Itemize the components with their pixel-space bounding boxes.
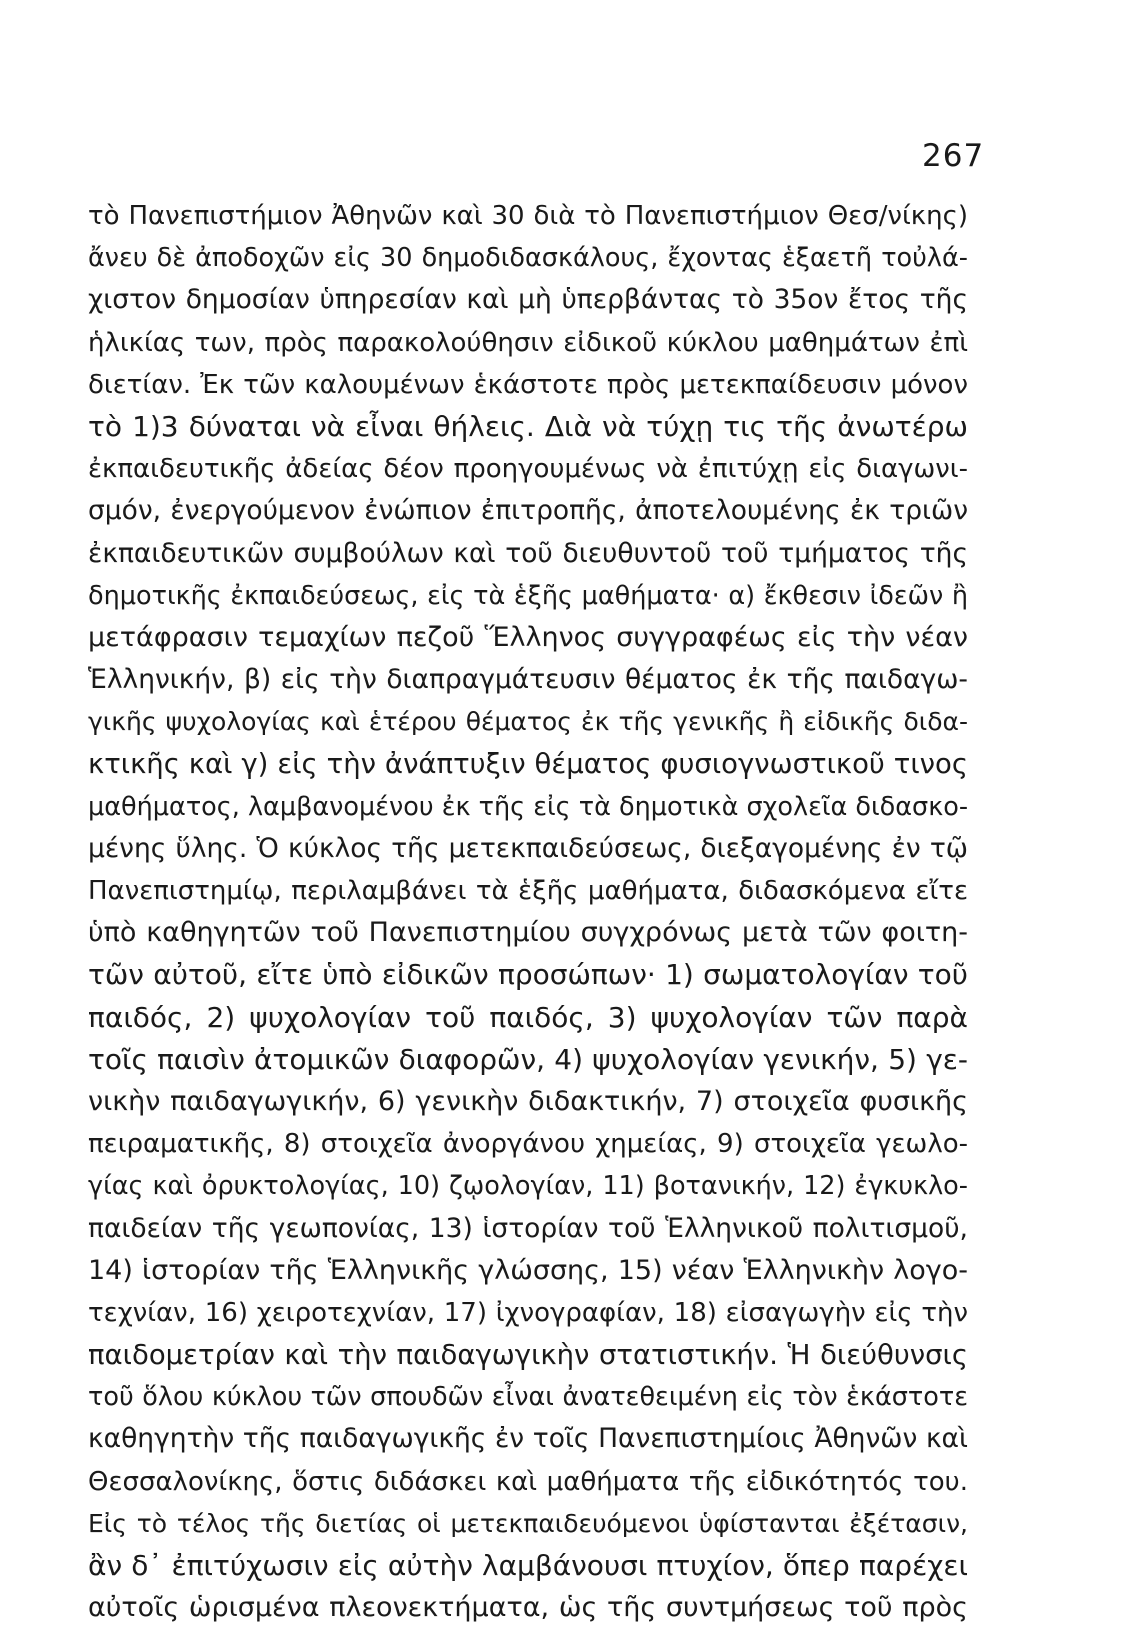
text-line: τεχνίαν, 16) χειροτεχνίαν, 17) ἰχνογραφίαν, 18) εἰσαγωγὴν εἰς τὴν	[88, 1297, 968, 1328]
text-line: ἐκπαιδευτικῆς ἀδείας δέον προηγουμένως νὰ ἐπιτύχῃ εἰς διαγωνι-	[88, 454, 968, 485]
text-line: Θεσσαλονίκης, ὅστις διδάσκει καὶ μαθήματα τῆς εἰδικότητός του.	[88, 1466, 968, 1497]
text-line: μετάφρασιν τεμαχίων πεζοῦ Ἕλληνος συγγραφέως εἰς τὴν νέαν	[88, 621, 968, 653]
text-line: νικὴν παιδαγωγικήν, 6) γενικὴν διδακτικήν, 7) στοιχεῖα φυσικῆς	[88, 1085, 968, 1117]
body-text	[88, 195, 968, 1629]
text-line: μένης ὕλης. Ὁ κύκλος τῆς μετεκπαιδεύσεως, διεξαγομένης ἐν τῷ	[88, 832, 968, 864]
text-line: τὸ Πανεπιστήμιον Ἀθηνῶν καὶ 30 διὰ τὸ Πανεπιστήμιον Θεσ/νίκης)	[88, 201, 968, 231]
text-line: 14) ἱστορίαν τῆς Ἑλληνικῆς γλώσσης, 15) νέαν Ἑλληνικὴν λογο-	[88, 1254, 968, 1286]
text-line: ἄνευ δὲ ἀποδοχῶν εἰς 30 δημοδιδασκάλους, ἔχοντας ἑξαετῆ τοὐλά-	[88, 243, 968, 274]
text-line: πειραματικῆς, 8) στοιχεῖα ἀνοργάνου χημείας, 9) στοιχεῖα γεωλο-	[88, 1129, 968, 1160]
page-number: 267	[922, 138, 985, 174]
text-line: γικῆς ψυχολογίας καὶ ἑτέρου θέματος ἐκ τῆς γενικῆς ἢ εἰδικῆς διδα-	[88, 707, 968, 737]
text-line: αὐτοῖς ὡρισμένα πλεονεκτήματα, ὡς τῆς συντμήσεως τοῦ πρὸς	[88, 1592, 968, 1624]
text-line: παιδομετρίαν καὶ τὴν παιδαγωγικὴν στατιστικήν. Ἡ διεύθυνσις	[88, 1339, 968, 1372]
text-line: διετίαν. Ἐκ τῶν καλουμένων ἑκάστοτε πρὸς μετεκπαίδευσιν μόνον	[88, 369, 968, 400]
text-line: ὑπὸ καθηγητῶν τοῦ Πανεπιστημίου συγχρόνως μετὰ τῶν φοιτη-	[88, 917, 968, 949]
text-line: παιδός, 2) ψυχολογίαν τοῦ παιδός, 3) ψυχολογίαν τῶν παρὰ	[88, 1000, 968, 1034]
text-line: Πανεπιστημίῳ, περιλαμβάνει τὰ ἑξῆς μαθήματα, διδασκόμενα εἴτε	[88, 876, 968, 906]
text-line: καθηγητὴν τῆς παιδαγωγικῆς ἐν τοῖς Πανεπιστημίοις Ἀθηνῶν καὶ	[88, 1423, 968, 1455]
text-line: Εἰς τὸ τέλος τῆς διετίας οἱ μετεκπαιδευόμενοι ὑφίστανται ἐξέτασιν,	[88, 1508, 968, 1538]
text-line: ἡλικίας των, πρὸς παρακολούθησιν εἰδικοῦ κύκλου μαθημάτων ἐπὶ	[88, 327, 968, 358]
text-line: ἂν δ᾿ ἐπιτύχωσιν εἰς αὐτὴν λαμβάνουσι πτυχίον, ὅπερ παρέχει	[88, 1549, 968, 1582]
text-line: τὸ 1)3 δύναται νὰ εἶναι θήλεις. Διὰ νὰ τύχῃ τις τῆς ἀνωτέρω	[88, 409, 968, 443]
text-line: δημοτικῆς ἐκπαιδεύσεως, εἰς τὰ ἑξῆς μαθήματα· α) ἔκθεσιν ἰδεῶν ἢ	[88, 580, 968, 611]
text-line: τοῦ ὅλου κύκλου τῶν σπουδῶν εἶναι ἀνατεθειμένη εἰς τὸν ἑκάστοτε	[88, 1382, 968, 1413]
text-line: Ἑλληνικήν, β) εἰς τὴν διαπραγμάτευσιν θέματος ἐκ τῆς παιδαγω-	[88, 664, 968, 696]
text-line: μαθήματος, λαμβανομένου ἐκ τῆς εἰς τὰ δημοτικὰ σχολεῖα διδασκο-	[88, 791, 968, 822]
text-line: γίας καὶ ὀρυκτολογίας, 10) ζῳολογίαν, 11) βοτανικήν, 12) ἐγκυκλο-	[88, 1171, 968, 1202]
text-line: τοῖς παισὶν ἀτομικῶν διαφορῶν, 4) ψυχολογίαν γενικήν, 5) γε-	[88, 1042, 968, 1076]
text-line: παιδείαν τῆς γεωπονίας, 13) ἱστορίαν τοῦ Ἑλληνικοῦ πολιτισμοῦ,	[88, 1212, 968, 1244]
text-line: χιστον δημοσίαν ὑπηρεσίαν καὶ μὴ ὑπερβάντας τὸ 35ον ἔτος τῆς	[88, 284, 968, 316]
text-line: ἐκπαιδευτικῶν συμβούλων καὶ τοῦ διευθυντοῦ τοῦ τμήματος τῆς	[88, 537, 968, 569]
text-line: κτικῆς καὶ γ) εἰς τὴν ἀνάπτυξιν θέματος φυσιογνωστικοῦ τινος	[88, 748, 968, 781]
text-line: τῶν αὐτοῦ, εἴτε ὑπὸ εἰδικῶν προσώπων· 1) σωματολογίαν τοῦ	[88, 958, 968, 992]
text-line: σμόν, ἐνεργούμενον ἐνώπιον ἐπιτροπῆς, ἀποτελουμένης ἐκ τριῶν	[88, 495, 968, 527]
